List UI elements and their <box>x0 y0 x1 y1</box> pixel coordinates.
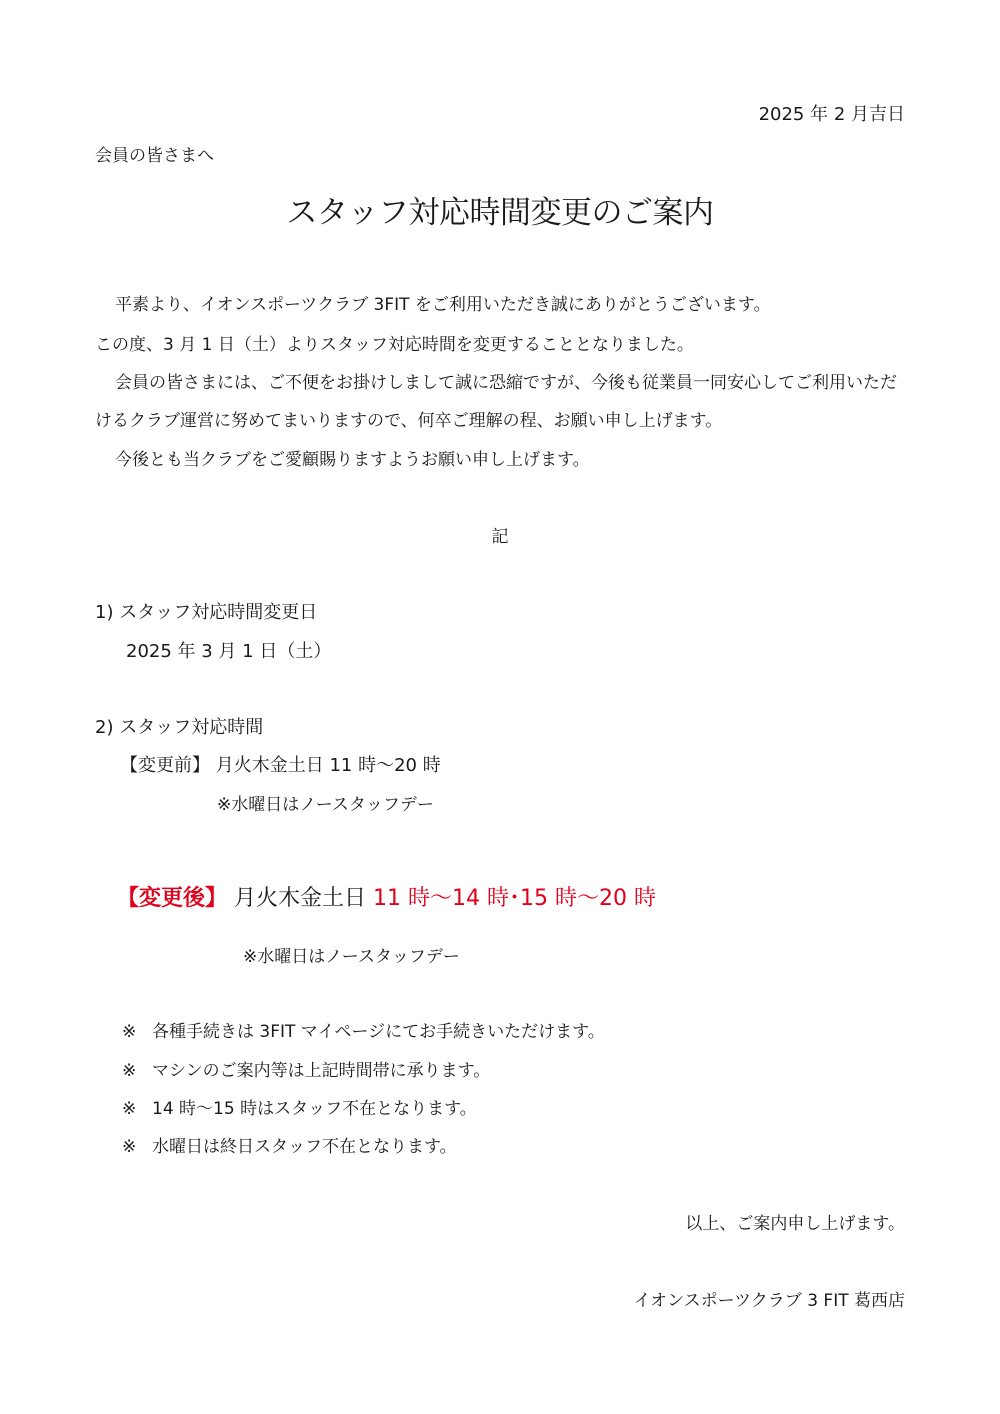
note-mark: ※ <box>122 1137 137 1157</box>
hours-after-note: ※水曜日はノースタッフデー <box>243 947 460 967</box>
page-title: スタッフ対応時間変更のご案内 <box>286 195 714 231</box>
note-text: 水曜日は終日スタッフ不在となります。 <box>152 1137 457 1157</box>
note-text: マシンのご案内等は上記時間帯に承ります。 <box>152 1061 491 1081</box>
hours-before-note: ※水曜日はノースタッフデー <box>217 795 434 815</box>
note-text: 14 時～15 時はスタッフ不在となります。 <box>152 1099 477 1119</box>
section-2-heading: 2) スタッフ対応時間 <box>95 717 264 738</box>
shop-name: イオンスポーツクラブ 3 FIT 葛西店 <box>633 1291 905 1311</box>
section-1-heading: 1) スタッフ対応時間変更日 <box>95 602 318 623</box>
hours-after-tag: 【変更後】 <box>117 886 228 911</box>
document-date: 2025 年 2 月吉日 <box>758 104 905 125</box>
body-paragraph: 平素より、イオンスポーツクラブ 3FIT をご利用いただき誠にありがとうございます。 <box>115 295 771 315</box>
hours-before: 【変更前】 月火木金土日 11 時～20 時 <box>120 755 441 776</box>
body-paragraph: けるクラブ運営に努めてまいりますので、何卒ご理解の程、お願い申し上げます。 <box>95 411 723 431</box>
body-paragraph: 今後とも当クラブをご愛顧賜りますようお願い申し上げます。 <box>115 450 590 470</box>
note-item <box>122 1059 490 1083</box>
hours-after-times: 11 時～14 時･15 時～20 時 <box>373 886 656 911</box>
body-paragraph: 会員の皆さまには、ご不便をお掛けしまして誠に恐縮ですが、今後も従業員一同安心してご利用いただ <box>115 373 897 393</box>
addressee: 会員の皆さまへ <box>95 146 214 166</box>
ki-heading: 記 <box>491 527 509 547</box>
note-item <box>122 1135 457 1159</box>
note-item <box>122 1020 605 1044</box>
note-text: 各種手続きは 3FIT マイページにてお手続きいただけます。 <box>152 1022 605 1042</box>
closing-line: 以上、ご案内申し上げます。 <box>685 1214 905 1234</box>
hours-after-days: 月火木金土日 <box>227 886 374 911</box>
note-mark: ※ <box>122 1022 137 1042</box>
hours-after <box>117 884 656 914</box>
note-mark: ※ <box>122 1099 137 1119</box>
section-1-date: 2025 年 3 月 1 日（土） <box>126 641 332 662</box>
body-paragraph: この度、3 月 1 日（土）よりスタッフ対応時間を変更することとなりました。 <box>95 335 694 355</box>
note-mark: ※ <box>122 1061 137 1081</box>
note-item <box>122 1097 477 1121</box>
